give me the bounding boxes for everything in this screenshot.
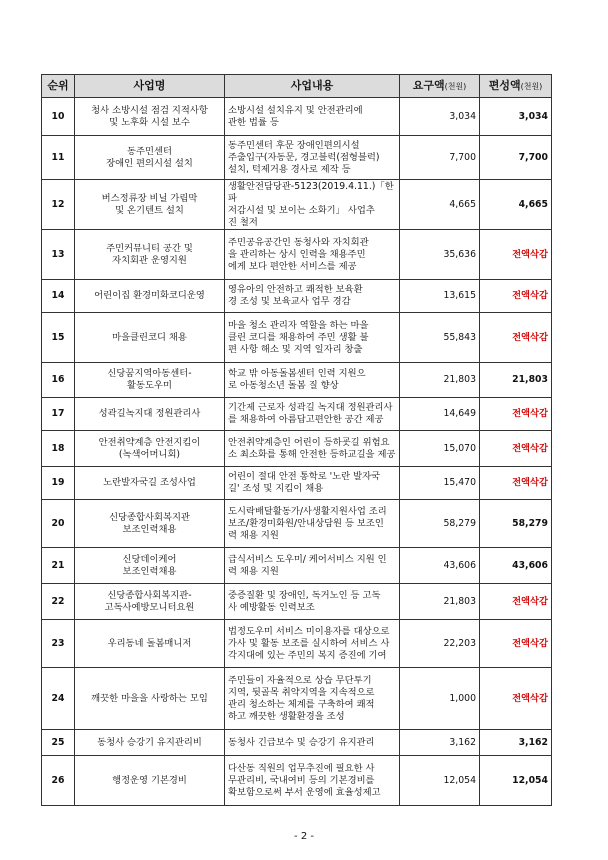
approved-amount-cell: 전액삭감 bbox=[480, 668, 552, 730]
table-row bbox=[42, 363, 552, 398]
project-content-cell bbox=[225, 98, 400, 136]
project-name-line: 동주민센터 bbox=[127, 145, 172, 157]
project-content-line: 경 조성 및 보육교사 업무 경감 bbox=[228, 296, 351, 307]
project-content-line: 소방시설 설치유지 및 안전관리에 bbox=[228, 104, 363, 116]
requested-amount-cell: 14,649 bbox=[400, 398, 480, 431]
requested-amount-cell: 21,803 bbox=[400, 584, 480, 620]
project-name-cell bbox=[75, 730, 225, 756]
project-content-line: 지역, 뒷골목 취약지역을 지속적으로 bbox=[228, 686, 375, 698]
project-content-line: 기간제 근로자 성곽길 녹지대 정원관리사 bbox=[228, 402, 393, 413]
project-content-line: 영유아의 안전하고 쾌적한 보육환 bbox=[228, 284, 363, 295]
project-content-line: 클린 코디를 채용하여 주민 생활 불 bbox=[228, 331, 369, 343]
project-name-line: 장애인 편의시설 설치 bbox=[106, 157, 193, 169]
project-name-line: 안전취약계층 안전지킴이 bbox=[98, 436, 201, 448]
project-name-cell bbox=[75, 668, 225, 730]
table-row bbox=[42, 548, 552, 584]
project-content-line: 사 예방활동 인력보조 bbox=[228, 601, 315, 613]
table-row bbox=[42, 620, 552, 668]
table-row bbox=[42, 98, 552, 136]
rank-cell: 21 bbox=[42, 548, 75, 584]
header-approved-amount bbox=[480, 75, 552, 98]
rank-cell: 12 bbox=[42, 180, 75, 230]
table-row bbox=[42, 730, 552, 756]
project-content-line: 보조/환경미화원/안내상담원 등 보조인 bbox=[228, 517, 384, 529]
approved-amount-cell: 전액삭감 bbox=[480, 398, 552, 431]
project-name-line: 어린이집 환경미화코디운영 bbox=[94, 290, 205, 301]
project-content-line: 주민들이 자율적으로 상습 무단투기 bbox=[228, 674, 372, 686]
rank-cell: 13 bbox=[42, 230, 75, 280]
table-row bbox=[42, 230, 552, 280]
rank-cell: 14 bbox=[42, 280, 75, 313]
header-approved-label: 편성액 bbox=[488, 78, 521, 92]
project-name-line: 고독사예방모니터요원 bbox=[104, 601, 195, 613]
requested-amount-cell: 43,606 bbox=[400, 548, 480, 584]
project-content-cell bbox=[225, 467, 400, 500]
requested-amount-cell: 21,803 bbox=[400, 363, 480, 398]
project-content-line: 하고 깨끗한 생활환경을 조성 bbox=[228, 710, 345, 722]
header-approved-unit: (천원) bbox=[520, 81, 543, 91]
project-content-line: 마을 청소 관리자 역할을 하는 마을 bbox=[228, 319, 369, 331]
project-content-line: 설치, 턱제거용 경사로 제작 등 bbox=[228, 163, 351, 175]
approved-amount-cell: 21,803 bbox=[480, 363, 552, 398]
rank-cell: 26 bbox=[42, 756, 75, 806]
requested-amount-cell: 35,636 bbox=[400, 230, 480, 280]
rank-cell: 25 bbox=[42, 730, 75, 756]
project-content-cell bbox=[225, 280, 400, 313]
rank-cell: 11 bbox=[42, 136, 75, 180]
table-row bbox=[42, 756, 552, 806]
rank-cell: 20 bbox=[42, 500, 75, 548]
project-name-line: 청사 소방시설 점검 지적사항 bbox=[91, 104, 208, 116]
requested-amount-cell: 3,034 bbox=[400, 98, 480, 136]
project-content-line: 력 채용 지원 bbox=[228, 565, 279, 577]
project-content-line: 다산동 직원의 업무추진에 필요한 사 bbox=[228, 762, 375, 774]
project-content-cell bbox=[225, 668, 400, 730]
table-row bbox=[42, 467, 552, 500]
project-content-cell bbox=[225, 180, 400, 230]
table-header-row bbox=[42, 75, 552, 98]
header-project-content: 사업내용 bbox=[225, 75, 400, 98]
project-name-cell bbox=[75, 756, 225, 806]
project-name-cell bbox=[75, 280, 225, 313]
project-name-cell bbox=[75, 467, 225, 500]
project-name-line: 노란발자국길 조성사업 bbox=[103, 477, 196, 488]
project-content-cell bbox=[225, 500, 400, 548]
project-name-line: 신당꿈지역아동센터- bbox=[107, 368, 192, 379]
project-content-cell bbox=[225, 730, 400, 756]
project-content-cell bbox=[225, 431, 400, 467]
requested-amount-cell: 1,000 bbox=[400, 668, 480, 730]
project-name-cell bbox=[75, 548, 225, 584]
table-body bbox=[42, 98, 552, 806]
rank-cell: 15 bbox=[42, 313, 75, 363]
project-content-line: 주민공유공간인 동청사와 자치회관 bbox=[228, 236, 369, 248]
budget-table bbox=[41, 74, 552, 806]
approved-amount-cell: 전액삭감 bbox=[480, 280, 552, 313]
approved-amount-cell: 4,665 bbox=[480, 180, 552, 230]
rank-cell: 18 bbox=[42, 431, 75, 467]
project-content-line: 을 관리하는 상시 인력을 채용주민 bbox=[228, 248, 366, 260]
project-content-cell bbox=[225, 136, 400, 180]
table-row bbox=[42, 500, 552, 548]
requested-amount-cell: 7,700 bbox=[400, 136, 480, 180]
project-name-line: 보조인력채용 bbox=[122, 565, 177, 577]
project-content-line: 확보함으로써 부서 운영에 효율성제고 bbox=[228, 786, 381, 798]
project-content-cell bbox=[225, 584, 400, 620]
header-requested-label: 요구액 bbox=[412, 78, 445, 92]
project-content-line: 학교 밖 아동돌봄센터 인력 지원으 bbox=[228, 368, 366, 379]
project-name-line: 주민커뮤니티 공간 및 bbox=[106, 242, 193, 254]
table-row bbox=[42, 280, 552, 313]
project-content-cell bbox=[225, 548, 400, 584]
rank-cell: 24 bbox=[42, 668, 75, 730]
requested-amount-cell: 13,615 bbox=[400, 280, 480, 313]
project-name-cell bbox=[75, 230, 225, 280]
project-name-line: 우리동네 돌봄매니저 bbox=[107, 637, 192, 649]
approved-amount-cell: 전액삭감 bbox=[480, 467, 552, 500]
project-content-cell bbox=[225, 398, 400, 431]
project-name-line: 동청사 승강기 유지관리비 bbox=[97, 736, 202, 748]
project-content-cell bbox=[225, 363, 400, 398]
requested-amount-cell: 22,203 bbox=[400, 620, 480, 668]
project-content-line: 관한 법률 등 bbox=[228, 116, 279, 128]
requested-amount-cell: 4,665 bbox=[400, 180, 480, 230]
project-content-line: 무관리비, 국내여비 등의 기본경비를 bbox=[228, 774, 375, 786]
project-content-line: 중증질환 및 장애인, 독거노인 등 고독 bbox=[228, 589, 381, 601]
rank-cell: 17 bbox=[42, 398, 75, 431]
rank-cell: 19 bbox=[42, 467, 75, 500]
project-content-line: 를 채용하여 아름답고편안한 공간 제공 bbox=[228, 414, 384, 425]
project-name-line: 및 온기텐트 설치 bbox=[115, 204, 184, 216]
approved-amount-cell: 58,279 bbox=[480, 500, 552, 548]
page-number: - 2 - bbox=[294, 831, 314, 842]
project-name-line: 활동도우미 bbox=[127, 380, 172, 391]
project-content-line: 관리 청소하는 체계를 구축하여 쾌적 bbox=[228, 698, 375, 710]
project-name-cell bbox=[75, 500, 225, 548]
project-name-cell bbox=[75, 98, 225, 136]
project-content-line: 소 최소화를 통해 안전한 등하교길을 제공 bbox=[228, 448, 396, 460]
approved-amount-cell: 12,054 bbox=[480, 756, 552, 806]
approved-amount-cell: 전액삭감 bbox=[480, 620, 552, 668]
project-name-cell bbox=[75, 584, 225, 620]
project-content-cell bbox=[225, 620, 400, 668]
project-content-line: 로 아동청소년 돌봄 질 향상 bbox=[228, 380, 339, 391]
project-name-cell bbox=[75, 620, 225, 668]
project-name-cell bbox=[75, 398, 225, 431]
approved-amount-cell: 43,606 bbox=[480, 548, 552, 584]
rank-cell: 23 bbox=[42, 620, 75, 668]
project-content-line: 저감시설 및 보이는 소화기」 사업추 bbox=[228, 204, 375, 216]
approved-amount-cell: 전액삭감 bbox=[480, 431, 552, 467]
header-rank: 순위 bbox=[42, 75, 75, 98]
requested-amount-cell: 3,162 bbox=[400, 730, 480, 756]
requested-amount-cell: 15,470 bbox=[400, 467, 480, 500]
project-content-line: 주출입구(자동문, 경고블럭(점형블럭) bbox=[228, 151, 380, 163]
project-content-line: 어린이 절대 안전 통학로 '노란 발자국 bbox=[228, 471, 381, 482]
project-content-cell bbox=[225, 756, 400, 806]
project-content-line: 동주민센터 후문 장애인편의시설 bbox=[228, 139, 360, 151]
project-content-line: 진 철저 bbox=[228, 216, 258, 228]
table-row bbox=[42, 668, 552, 730]
project-content-cell bbox=[225, 313, 400, 363]
table-row bbox=[42, 136, 552, 180]
rank-cell: 10 bbox=[42, 98, 75, 136]
table-row bbox=[42, 584, 552, 620]
approved-amount-cell: 전액삭감 bbox=[480, 313, 552, 363]
project-content-line: 가사 및 활동 보조를 실시하여 서비스 사 bbox=[228, 637, 390, 649]
project-name-line: 및 노후화 시설 보수 bbox=[109, 116, 190, 128]
requested-amount-cell: 15,070 bbox=[400, 431, 480, 467]
project-name-line: 자치회관 운영지원 bbox=[112, 254, 187, 266]
table-row bbox=[42, 398, 552, 431]
project-content-line: 도시락배달활동가/사생활지원사업 조리 bbox=[228, 505, 387, 517]
project-name-line: 신당종합사회복지관 bbox=[109, 511, 190, 523]
requested-amount-cell: 12,054 bbox=[400, 756, 480, 806]
table-row bbox=[42, 431, 552, 467]
project-name-line: 행정운영 기본경비 bbox=[112, 774, 187, 786]
project-name-line: 신당데이케어 bbox=[122, 553, 177, 565]
table-row bbox=[42, 313, 552, 363]
approved-amount-cell: 3,162 bbox=[480, 730, 552, 756]
project-name-line: 버스정류장 비닐 가림막 bbox=[101, 192, 198, 204]
approved-amount-cell: 전액삭감 bbox=[480, 584, 552, 620]
table-row bbox=[42, 180, 552, 230]
project-content-line: 길' 조성 및 지킴이 채용 bbox=[228, 483, 324, 494]
project-name-line: 마을클린코디 채용 bbox=[112, 331, 187, 343]
project-name-line: (녹색어머니회) bbox=[118, 448, 181, 460]
requested-amount-cell: 58,279 bbox=[400, 500, 480, 548]
requested-amount-cell: 55,843 bbox=[400, 313, 480, 363]
project-name-line: 신당종합사회복지관- bbox=[107, 589, 192, 601]
project-content-line: 각지대에 있는 주민의 복지 증진에 기여 bbox=[228, 649, 387, 661]
project-name-cell bbox=[75, 180, 225, 230]
project-content-line: 법정도우미 서비스 미이용자를 대상으로 bbox=[228, 625, 390, 637]
project-name-cell bbox=[75, 136, 225, 180]
approved-amount-cell: 3,034 bbox=[480, 98, 552, 136]
project-name-cell bbox=[75, 363, 225, 398]
header-project-name: 사업명 bbox=[75, 75, 225, 98]
project-content-line: 급식서비스 도우미/ 케어서비스 지원 인 bbox=[228, 553, 387, 565]
project-name-line: 성곽길녹지대 정원관리사 bbox=[98, 408, 201, 419]
project-content-cell bbox=[225, 230, 400, 280]
header-requested-unit: (천원) bbox=[444, 81, 467, 91]
project-content-line: 력 채용 지원 bbox=[228, 529, 279, 541]
header-requested-amount bbox=[400, 75, 480, 98]
rank-cell: 16 bbox=[42, 363, 75, 398]
approved-amount-cell: 7,700 bbox=[480, 136, 552, 180]
project-content-line: 동청사 긴급보수 및 승강기 유지관리 bbox=[228, 736, 375, 748]
project-content-line: 에게 보다 편안한 서비스를 제공 bbox=[228, 260, 357, 272]
project-name-cell bbox=[75, 313, 225, 363]
rank-cell: 22 bbox=[42, 584, 75, 620]
project-name-cell bbox=[75, 431, 225, 467]
project-name-line: 보조인력채용 bbox=[122, 523, 177, 535]
project-name-line: 깨끗한 마을을 사랑하는 모임 bbox=[91, 692, 208, 704]
project-content-line: 편 사항 해소 및 지역 일자리 창출 bbox=[228, 343, 363, 355]
project-content-line: 안전취약계층인 어린이 등하굣길 위험요 bbox=[228, 436, 390, 448]
approved-amount-cell: 전액삭감 bbox=[480, 230, 552, 280]
project-content-line: 생활안전담당관-5123(2019.4.11.)「한파 bbox=[228, 180, 394, 204]
